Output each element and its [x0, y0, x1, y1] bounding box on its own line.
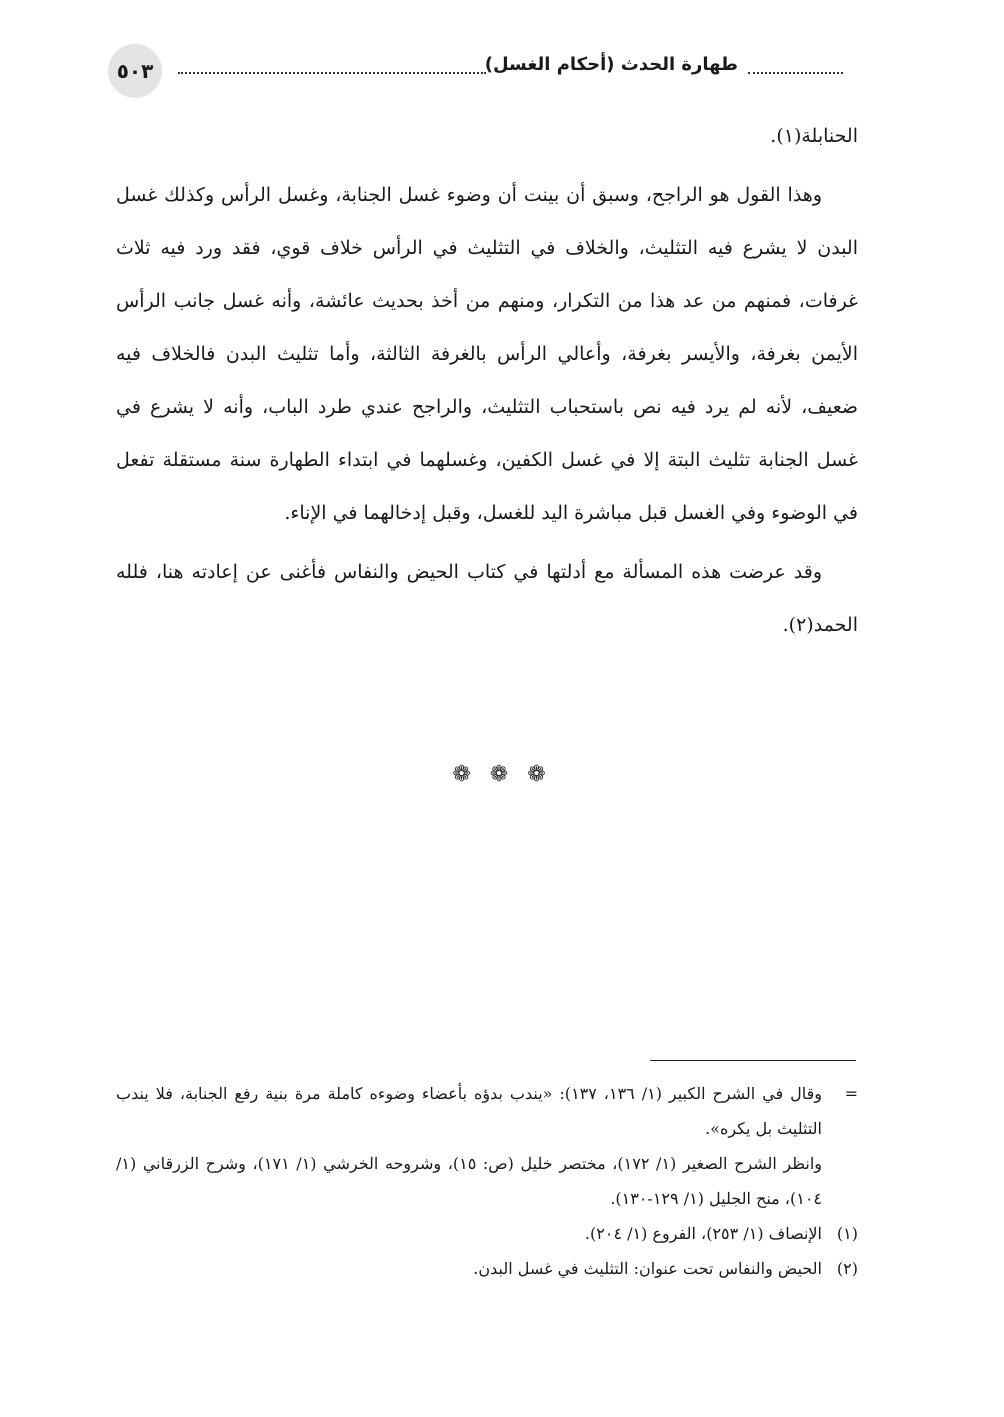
page-header	[108, 44, 858, 100]
footnote-2-text: الحيض والنفاس تحت عنوان: التثليث في غسل البدن.	[473, 1259, 822, 1278]
header-dotted-leader-left	[178, 72, 486, 74]
page-number: ٥٠٣	[108, 44, 162, 98]
footnote-2-marker: (٢)	[836, 1259, 858, 1278]
footnote-continuation	[116, 1076, 858, 1146]
footnote-1-marker: (١)	[836, 1224, 858, 1243]
paragraph-continuation: الحنابلة(١).	[770, 125, 858, 147]
footnote-continuation-marker: =	[844, 1084, 858, 1103]
footnote-text-secondary: وانظر الشرح الصغير (١/ ١٧٢)، مختصر خليل (ص: ١٥)، وشروحه الخرشي (١/ ١٧١)، وشرح الزرقاني (١/ ١٠٤)، منح الجليل (١/ ١٢٩-١٣٠).	[116, 1154, 822, 1208]
footnote-2	[116, 1251, 858, 1286]
main-text	[116, 110, 858, 652]
footnote-rule	[650, 1060, 856, 1061]
section-separator-ornament: ❁ ❁ ❁	[452, 762, 552, 787]
footnotes	[116, 1076, 858, 1286]
running-title: طهارة الحدث (أحكام الغسل)	[484, 54, 738, 75]
footnote-text: وقال في الشرح الكبير (١/ ١٣٦، ١٣٧): «يندب بدؤه بأعضاء وضوءه كاملة مرة بنية رفع الجنابة، فلا يندب التثليث بل يكره».	[116, 1084, 823, 1138]
header-dotted-leader-right	[748, 72, 843, 74]
paragraph-ruling: وهذا القول هو الراجح، وسبق أن بينت أن وضوء غسل الجنابة، وغسل الرأس وكذلك غسل البدن لا يشرع فيه التثليث، والخلاف في التثليث في الرأس خلاف قوي، فقد ورد فيه ثلاث غرفات، فمنهم من عد هذا من التكرار، ومنهم من أخذ بحديث عائشة، وأنه غسل جانب الرأس الأيمن بغرفة، والأيسر بغرفة، وأعالي الرأس بالغرفة الثالثة، وأما تثليث البدن فالخلاف فيه ضعيف، لأنه لم يرد فيه نص باستحباب التثليث، والراجح عندي طرد الباب، وأنه لا يشرع في غسل الجنابة تثليث البتة إلا في غسل الكفين، وغسلهما في ابتداء الطهارة سنة مستقلة تفعل في الوضوء وفي الغسل قبل مباشرة اليد للغسل، وقبل إدخالهما في الإناء.	[116, 184, 858, 524]
paragraph-reference: وقد عرضت هذه المسألة مع أدلتها في كتاب الحيض والنفاس فأغنى عن إعادته هنا، فلله الحمد(٢).	[116, 561, 858, 636]
footnote-1-text: الإنصاف (١/ ٢٥٣)، الفروع (١/ ٢٠٤).	[584, 1224, 822, 1243]
footnote-1	[116, 1216, 858, 1251]
